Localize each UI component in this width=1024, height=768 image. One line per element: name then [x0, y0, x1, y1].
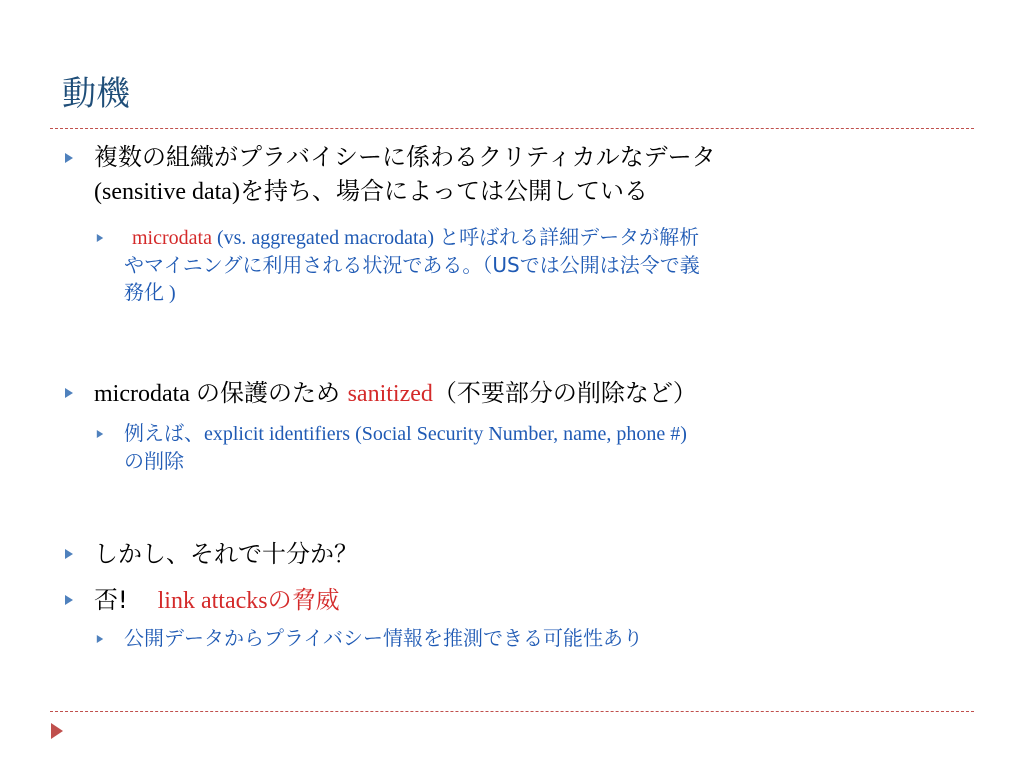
footer-divider — [50, 711, 974, 712]
sub-bullet-line: 務化 — [124, 280, 164, 304]
bullet-line: 否! — [94, 586, 128, 614]
bullet-text — [94, 140, 954, 209]
highlight-term: の脅威 — [267, 586, 340, 614]
slide-title: 動機 — [62, 74, 130, 114]
bullet-line: しかし、それで十分か？ — [94, 540, 358, 568]
sub-bullet-line: 公開データからプライバシー情報を推測できる可能性あり — [124, 626, 643, 650]
sub-bullet-term: (vs. aggregated macrodata) — [211, 227, 440, 249]
bullet-line: の保護のため — [195, 379, 348, 407]
bullet-text — [94, 537, 954, 571]
bullet-term: (sensitive data) — [94, 179, 240, 205]
triangle-bullet-icon — [96, 429, 104, 439]
sub-bullet-line: の削除 — [124, 449, 184, 473]
triangle-bullet-icon — [96, 233, 104, 243]
sub-bullet-term: explicit identifiers (Social Security Number, name, phone #) — [204, 423, 687, 445]
next-slide-arrow-icon[interactable] — [50, 722, 64, 740]
sub-bullet-term: ) — [164, 282, 176, 304]
bullet-text — [94, 376, 954, 411]
triangle-bullet-icon — [64, 594, 74, 606]
bullet-term: microdata — [94, 381, 196, 407]
triangle-bullet-icon — [64, 548, 74, 560]
triangle-bullet-icon — [64, 152, 74, 164]
bullet-text — [94, 583, 954, 618]
sub-bullet-text — [124, 420, 964, 475]
sub-bullet-line: やマイニングに利用される状況である。（USでは公開は法令で義 — [124, 253, 700, 277]
title-divider — [50, 128, 974, 129]
highlight-term: link attacks — [157, 588, 268, 614]
bullet-line: （不要部分の削除など） — [432, 379, 697, 407]
sub-bullet-text — [124, 224, 964, 307]
triangle-bullet-icon — [96, 634, 104, 644]
triangle-bullet-icon — [64, 387, 74, 399]
sub-bullet-line: と呼ばれる詳細データが解析 — [439, 225, 700, 249]
bullet-line: 複数の組織がプラバイシーに係わるクリティカルなデータ — [94, 143, 716, 171]
highlight-term: microdata — [132, 227, 212, 249]
highlight-term: sanitized — [347, 381, 433, 407]
sub-bullet-text — [124, 625, 964, 652]
sub-bullet-line: 例えば、 — [124, 421, 204, 445]
bullet-line: を持ち、場合によっては公開している — [239, 177, 648, 205]
